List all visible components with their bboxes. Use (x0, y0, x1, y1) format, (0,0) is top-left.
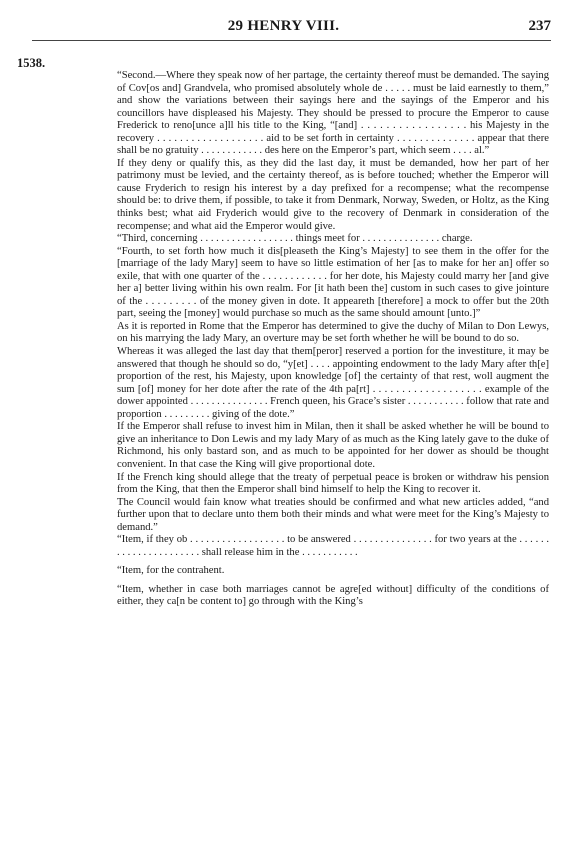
body-text (117, 70, 549, 609)
paragraph-french-king: If the French king should allege that the treaty of perpetual peace is broken or withdraw his pension from the King, that then the Emperor shall bind himself to help the King to recover it. (117, 471, 549, 496)
paragraph-item-marriages: “Item, whether in case both marriages cannot be agre[ed without] difficulty of the conditions of either, they ca[n be content to] go through with the King’s (117, 583, 549, 608)
paragraph-refuse: If the Emperor shall refuse to invest him in Milan, then it shall be asked whether he will be bound to give an inheritance to Don Lewis and my lady Mary of as much as the King lately gave to the duke of Richmond, his only bastard son, and as much to be appointed for her dower as should be thought convenient. In that case the King will give proportional dote. (117, 421, 549, 470)
margin-year: 1538. (17, 56, 46, 70)
paragraph-council: The Council would fain know what treaties should be confirmed and what new articles added, “and further upon that to declare unto them both their minds and what were meet for the King’s Majesty to demand.” (117, 496, 549, 533)
paragraph-milan: As it is reported in Rome that the Emperor has determined to give the duchy of Milan to Don Lewys, on his marrying the lady Mary, an overture may be set forth whether he will be bound to do so. (117, 320, 549, 345)
header-rule (32, 40, 551, 41)
paragraph-investiture: Whereas it was alleged the last day that them[peror] reserved a portion for the investiture, it may be answered that though he should so do, “y[et] . . . . appointing endowment to the lady Mary after th[e] proportion of the rest, his Majesty, upon knowledge [of] the certainty of that rest, woll augment the sum [of] money for her dote after the rate of the 4th pa[rt] . . . . . . . . . . . . . . . . . . . example of the dower appointed . . . . . . . . . . . . . . . French queen, his Grace’s sister . . . . . . . . . . . follow that rate and proportion . . . . . . . . . giving of the dote.” (117, 346, 549, 420)
page-header (0, 0, 567, 44)
paragraph-deny: If they deny or qualify this, as they did the last day, it must be demanded, how her part of her patrimony must be levied, and the certainty thereof, as is before touched; whether the Emperor will cause Fryderich to resign his interest by a day prefixed for a recompense; what the recompense should be: to drive them, if possible, to take it from Denmark, Norway, Sweden, or Holtz, as the King thinks best; what aid Fryderich would give to the recovery of Denmark in consideration of the recompense; and what aid the Emperor would give. (117, 157, 549, 232)
paragraph-second: “Second.—Where they speak now of her partage, the certainty thereof must be demanded. The saying of Cov[os and] Grandvela, who promised absolutely whole de . . . . . must be laid earnestly to them,” and show the variations between their sayings here and the sayings of the Emperor and his councillors have displeased his Majesty. They should be pressed to procure the Emperor to cause Frederick to reno[unce a]ll his title to the King, “[and] . . . . . . . . . . . . . . . . . his Majesty in the recovery . . . . . . . . . . . . . . . . . . . aid to be set forth in certainty . . . . . . . . . . . . . . appear that there shall be no gratuity . . . . . . . . . . . . des here on the Emperor’s part, which seem . . . . al.” (117, 70, 549, 157)
running-title: 29 HENRY VIII. (227, 18, 340, 34)
paragraph-item-contrahent: “Item, for the contrahent. (117, 565, 225, 577)
paragraph-third: “Third, concerning . . . . . . . . . . . . . . . . . . things meet for . . . . . . . . . . . . . . . charge. (117, 233, 473, 245)
paragraph-fourth: “Fourth, to set forth how much it dis[pleaseth the King’s Majesty] to see them in the offer for the [marriage of the lady Mary] seem to have so little estimation of her [as to make for her an] offer so exile, that with one quarter of the . . . . . . . . . . . . for her dote, his Majesty could marry her [and give her a] better living within his own realm. For [it hath been the] custom in such cases to give jointure of the . . . . . . . . . of the money given in dote. It appeareth [therefore] a mock to offer but the 20th part, seeing the [money] would purchase so much as the same should amount [unto.]” (117, 245, 549, 320)
paragraph-item-ob: “Item, if they ob . . . . . . . . . . . . . . . . . . to be answered . . . . . . . . . . . . . . . for two years at the . . . . . . . . . . . . . . . . . . . . . . shall release him in the . . . . . . . . . . . (117, 534, 549, 558)
page-number: 237 (528, 18, 551, 34)
